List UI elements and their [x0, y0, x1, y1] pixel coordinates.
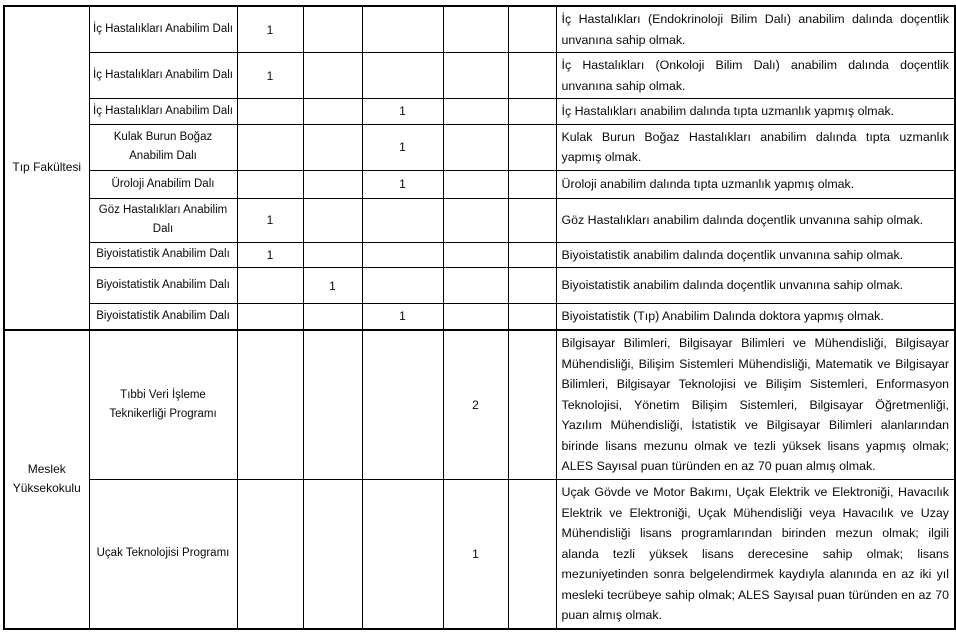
count-cell: 1 — [303, 268, 362, 304]
count-cell — [237, 480, 303, 629]
count-cell — [508, 6, 556, 53]
requirement-cell: İç Hastalıkları anabilim dalında tıpta uzmanlık yapmış olmak. — [556, 99, 955, 125]
count-cell — [303, 53, 362, 99]
count-cell — [508, 53, 556, 99]
count-cell: 1 — [362, 124, 443, 170]
count-cell — [443, 99, 508, 125]
count-cell: 1 — [443, 480, 508, 629]
count-cell — [508, 330, 556, 480]
count-cell: 1 — [362, 304, 443, 330]
count-cell: 2 — [443, 330, 508, 480]
requirement-cell: İç Hastalıkları (Onkoloji Bilim Dalı) anabilim dalında doçentlik unvanına sahip olmak. — [556, 53, 955, 99]
count-cell — [443, 198, 508, 242]
count-cell — [237, 304, 303, 330]
department-cell: Üroloji Anabilim Dalı — [89, 170, 237, 198]
count-cell: 1 — [362, 99, 443, 125]
vacancy-table — [3, 5, 956, 630]
count-cell — [508, 198, 556, 242]
table-row — [4, 6, 955, 53]
count-cell — [237, 99, 303, 125]
count-cell — [508, 480, 556, 629]
count-cell — [303, 480, 362, 629]
count-cell — [362, 330, 443, 480]
count-cell — [508, 124, 556, 170]
count-cell — [303, 6, 362, 53]
department-cell: Biyoistatistik Anabilim Dalı — [89, 304, 237, 330]
count-cell — [237, 124, 303, 170]
count-cell — [508, 268, 556, 304]
count-cell — [443, 124, 508, 170]
requirement-cell: Üroloji anabilim dalında tıpta uzmanlık yapmış olmak. — [556, 170, 955, 198]
count-cell — [362, 480, 443, 629]
faculty-cell: Meslek Yüksekokulu — [4, 330, 89, 629]
count-cell — [508, 304, 556, 330]
requirement-cell: Biyoistatistik anabilim dalında doçentlik unvanına sahip olmak. — [556, 242, 955, 268]
count-cell — [237, 268, 303, 304]
count-cell — [508, 99, 556, 125]
count-cell — [303, 99, 362, 125]
count-cell — [237, 330, 303, 480]
count-cell: 1 — [237, 198, 303, 242]
department-cell: Göz Hastalıkları Anabilim Dalı — [89, 198, 237, 242]
table-row — [4, 53, 955, 99]
count-cell: 1 — [237, 242, 303, 268]
count-cell — [303, 198, 362, 242]
requirement-cell: Bilgisayar Bilimleri, Bilgisayar Bilimleri ve Mühendisliği, Bilgisayar Mühendisliği, Bilişim Sistemleri Mühendisliği, Matematik ve Bilgisayar Bilimleri, Bilgisayar Teknolojisi ve Bilişim Sistemleri, Enformasyon Teknolojisi, Yönetim Bilişim Sistemleri, Bilgisayar Öğretmenliği, Yazılım Mühendisliği, İstatistik ve Bilgisayar Bilimleri alanlarından birinde lisans mezunu olmak ve tezli yüksek lisans yapmış olmak; ALES Sayısal puan türünden en az 70 puan almış olmak. — [556, 330, 955, 480]
table-row — [4, 124, 955, 170]
department-cell: Tıbbi Veri İşleme Teknikerliği Programı — [89, 330, 237, 480]
table-row — [4, 170, 955, 198]
count-cell — [362, 6, 443, 53]
requirement-cell: Kulak Burun Boğaz Hastalıkları anabilim dalında tıpta uzmanlık yapmış olmak. — [556, 124, 955, 170]
count-cell — [443, 268, 508, 304]
count-cell — [362, 198, 443, 242]
count-cell — [303, 304, 362, 330]
count-cell — [443, 53, 508, 99]
count-cell — [362, 268, 443, 304]
count-cell — [362, 242, 443, 268]
requirement-cell: İç Hastalıkları (Endokrinoloji Bilim Dalı) anabilim dalında doçentlik unvanına sahip olmak. — [556, 6, 955, 53]
table-row — [4, 480, 955, 629]
count-cell: 1 — [237, 6, 303, 53]
count-cell — [508, 170, 556, 198]
department-cell: Kulak Burun Boğaz Anabilim Dalı — [89, 124, 237, 170]
count-cell — [443, 170, 508, 198]
count-cell — [303, 330, 362, 480]
count-cell — [443, 242, 508, 268]
count-cell — [237, 170, 303, 198]
department-cell: İç Hastalıkları Anabilim Dalı — [89, 53, 237, 99]
count-cell — [443, 304, 508, 330]
table-row — [4, 242, 955, 268]
faculty-cell: Tıp Fakültesi — [4, 6, 89, 330]
requirement-cell: Biyoistatistik (Tıp) Anabilim Dalında doktora yapmış olmak. — [556, 304, 955, 330]
count-cell — [362, 53, 443, 99]
requirement-cell: Göz Hastalıkları anabilim dalında doçentlik unvanına sahip olmak. — [556, 198, 955, 242]
count-cell: 1 — [237, 53, 303, 99]
table-row — [4, 99, 955, 125]
count-cell — [303, 242, 362, 268]
count-cell — [508, 242, 556, 268]
count-cell — [303, 124, 362, 170]
count-cell — [443, 6, 508, 53]
table-row — [4, 330, 955, 480]
department-cell: Biyoistatistik Anabilim Dalı — [89, 268, 237, 304]
requirement-cell: Biyoistatistik anabilim dalında doçentlik unvanına sahip olmak. — [556, 268, 955, 304]
count-cell — [303, 170, 362, 198]
department-cell: Biyoistatistik Anabilim Dalı — [89, 242, 237, 268]
table-row — [4, 198, 955, 242]
department-cell: Uçak Teknolojisi Programı — [89, 480, 237, 629]
table-row — [4, 304, 955, 330]
count-cell: 1 — [362, 170, 443, 198]
department-cell: İç Hastalıkları Anabilim Dalı — [89, 99, 237, 125]
department-cell: İç Hastalıkları Anabilim Dalı — [89, 6, 237, 53]
table-row — [4, 268, 955, 304]
requirement-cell: Uçak Gövde ve Motor Bakımı, Uçak Elektrik ve Elektroniği, Havacılık Elektrik ve Elektroniği, Uçak Mühendisliği veya Havacılık ve Uzay Mühendisliği lisans programlarından birinden mezun olmak; ilgili alanda tezli yüksek lisans derecesine sahip olmak; lisans mezuniyetinden sonra belgelendirmek kaydıyla alanında en az iki yıl mesleki tecrübeye sahip olmak; ALES Sayısal puan türünden en az 70 puan almış olmak. — [556, 480, 955, 629]
